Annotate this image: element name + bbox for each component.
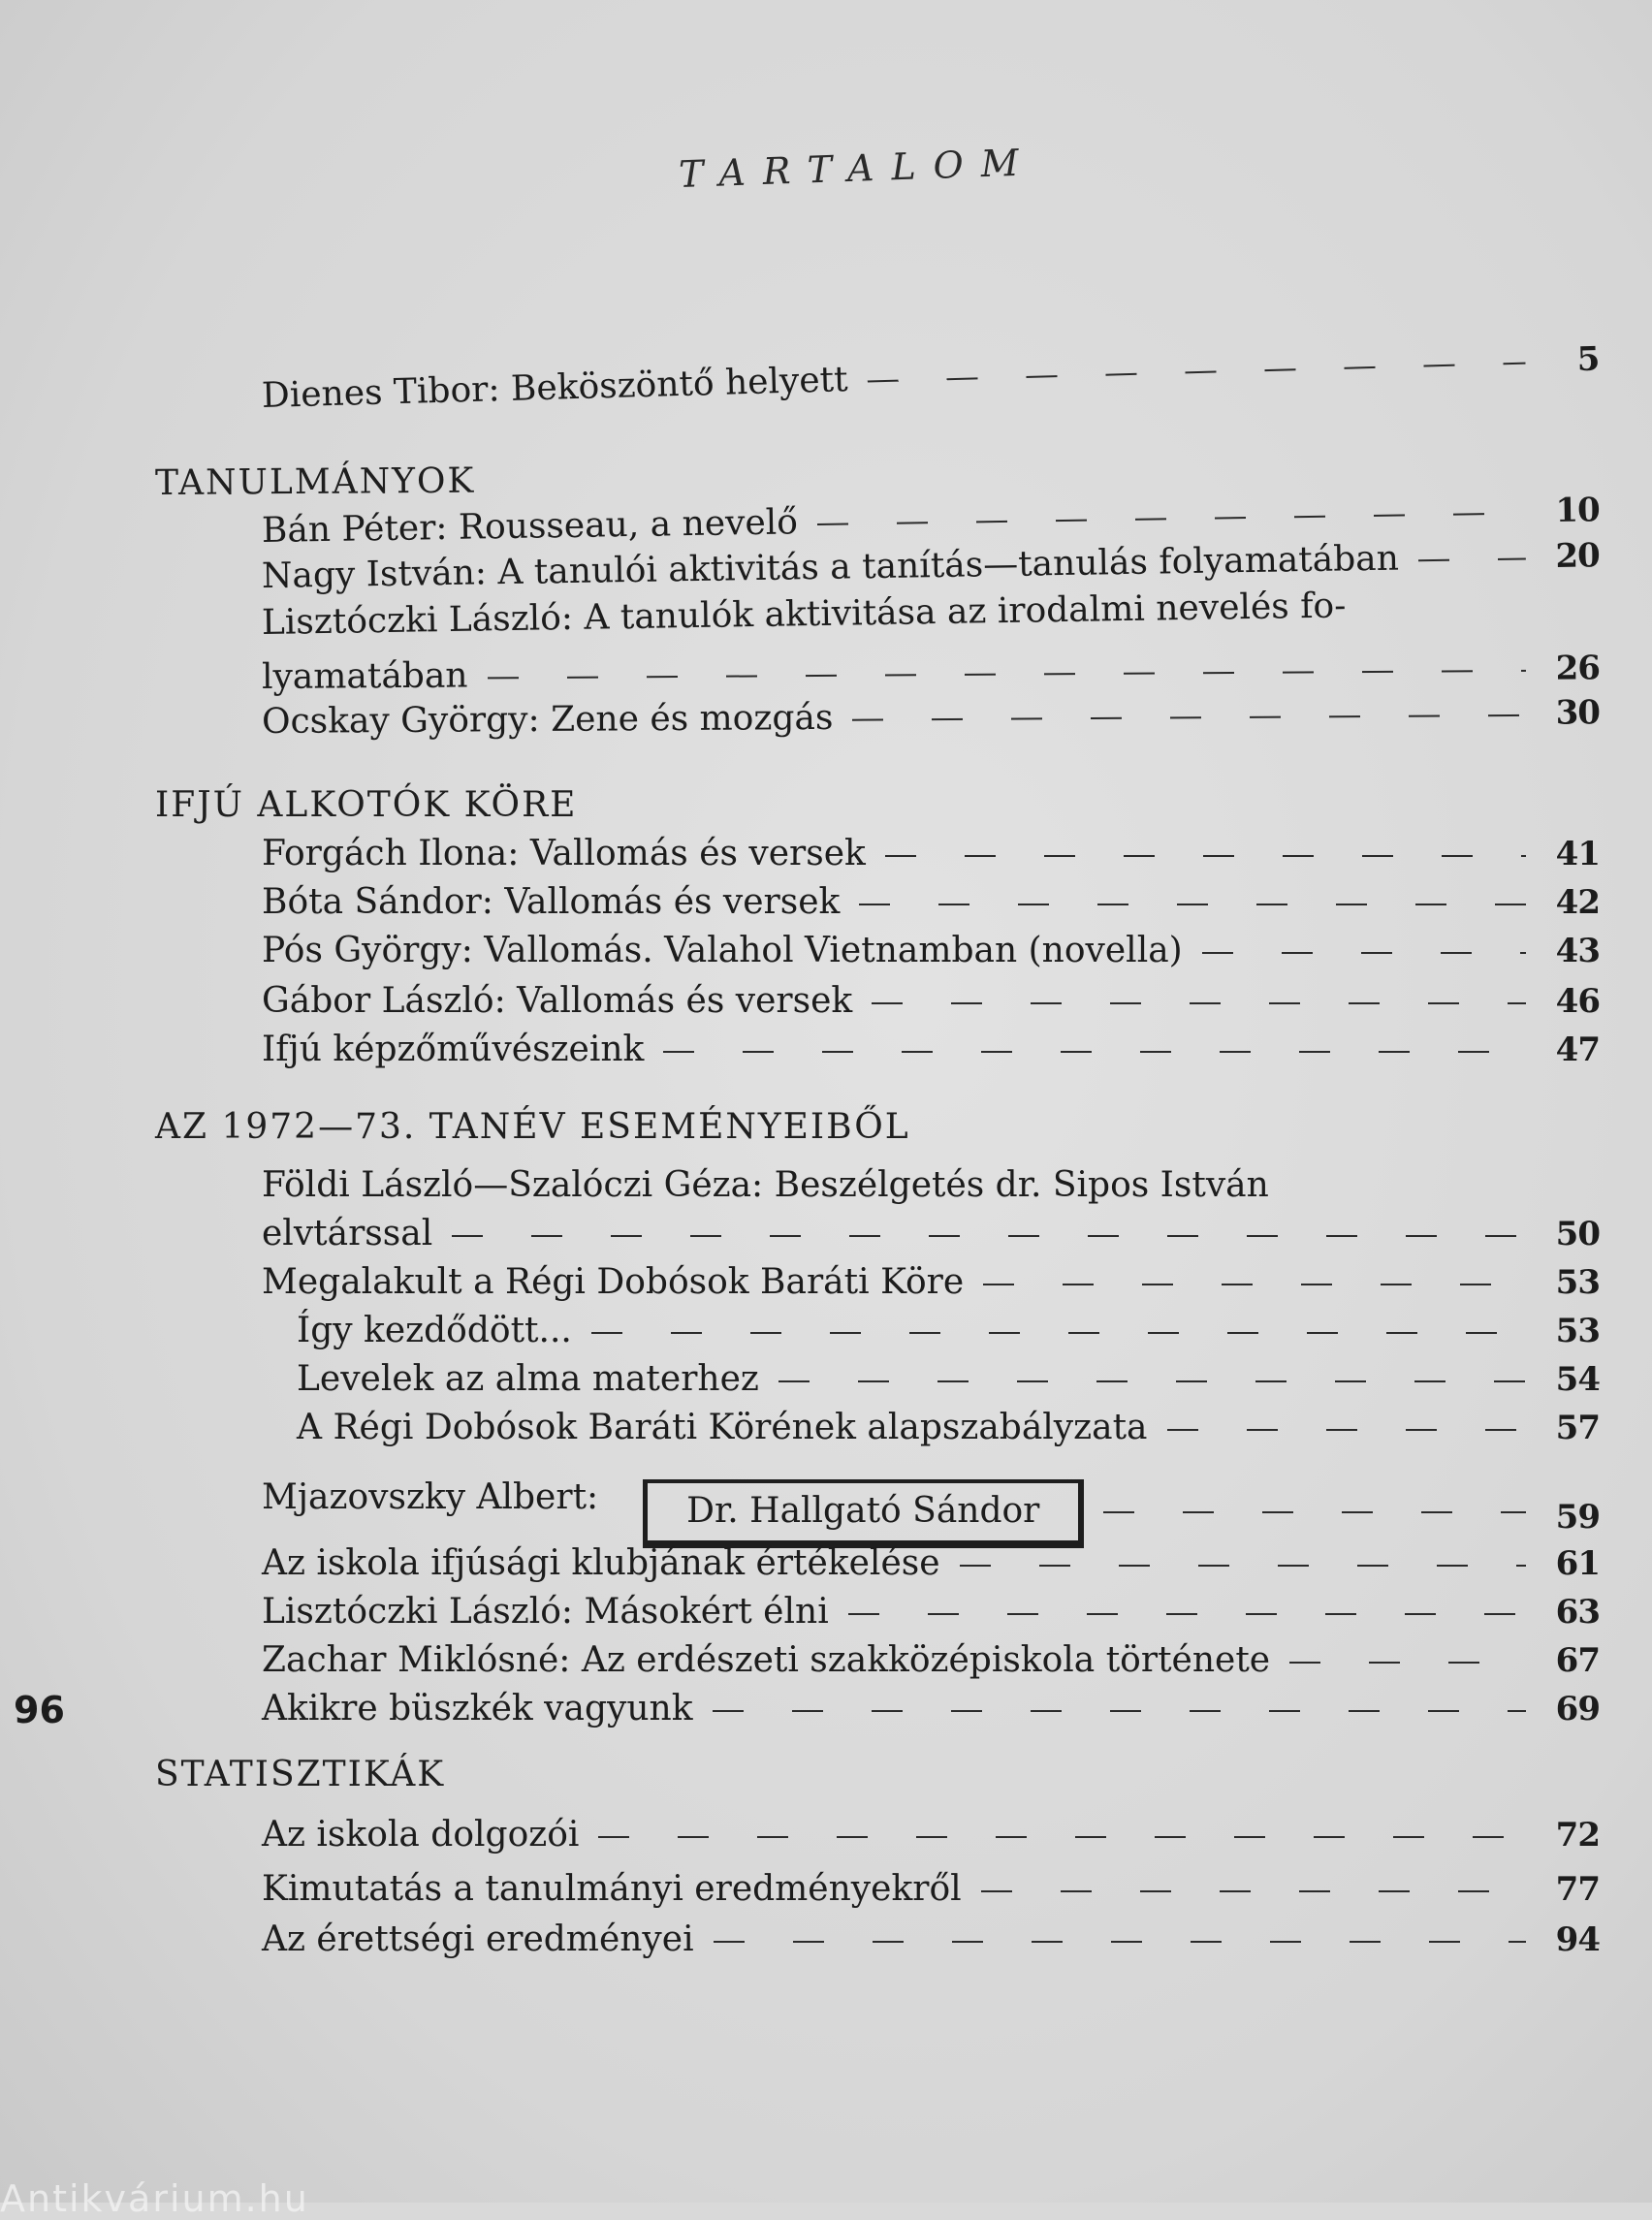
- page-number: 26: [1555, 649, 1601, 688]
- toc-entry: [262, 1919, 1600, 1964]
- entry-text: Pós György: Vallomás. Valahol Vietnamban (novella): [262, 931, 1183, 970]
- toc-entry: [262, 692, 1600, 746]
- leader-dashes: [852, 714, 1526, 721]
- toc-entry: [262, 1030, 1600, 1074]
- toc-entry: [262, 1689, 1600, 1733]
- entry-text: A Régi Dobósok Baráti Körének alapszabályzata: [297, 1408, 1148, 1447]
- page-number: 67: [1555, 1641, 1600, 1680]
- page-number: 94: [1555, 1920, 1600, 1959]
- toc-subentry: [297, 1408, 1600, 1452]
- toc-entry: [262, 1543, 1600, 1588]
- page-number: 72: [1555, 1816, 1600, 1855]
- page-number: 41: [1555, 835, 1600, 873]
- entry-text: Zachar Miklósné: Az erdészeti szakközépiskola története: [262, 1640, 1271, 1680]
- entry-text: Akikre büszkék vagyunk: [262, 1689, 693, 1728]
- entry-text: lyamatában: [261, 655, 468, 697]
- leader-dashes: [960, 1565, 1526, 1567]
- page-number: 59: [1555, 1498, 1600, 1537]
- toc-entry-intro: [261, 338, 1600, 421]
- leader-dashes: [981, 1890, 1526, 1892]
- watermark-text: Antikvárium.hu: [0, 2177, 309, 2220]
- entry-text: Bán Péter: Rousseau, a nevelő: [261, 502, 799, 551]
- leader-dashes: [1288, 1187, 1578, 1189]
- leader-dashes: [598, 1836, 1526, 1838]
- toc-entry: [262, 882, 1600, 927]
- leader-dashes: [663, 1051, 1526, 1053]
- entry-text: Ifjú képzőművészeink: [262, 1030, 645, 1069]
- leader-dashes: [872, 1002, 1526, 1004]
- toc-subentry: [297, 1359, 1600, 1404]
- entry-text: Forgách Ilona: Vallomás és versek: [262, 834, 866, 873]
- toc-entry: [262, 1262, 1600, 1307]
- toc-entry: [262, 1592, 1600, 1636]
- entry-text: Lisztóczki László: A tanulók aktivitása az irodalmi nevelés fo-: [261, 586, 1347, 643]
- page-number: 57: [1555, 1409, 1600, 1447]
- entry-text: Megalakult a Régi Dobósok Baráti Köre: [262, 1262, 965, 1302]
- pasted-name-box: Dr. Hallgató Sándor: [643, 1479, 1084, 1544]
- entry-text: Nagy István: A tanulói aktivitás a tanítás—tanulás folyamatában: [261, 538, 1400, 596]
- entry-text: Ocskay György: Zene és mozgás: [261, 697, 834, 742]
- page-number: 50: [1555, 1215, 1600, 1253]
- leader-dashes: [714, 1941, 1526, 1943]
- page-number: 53: [1555, 1312, 1600, 1350]
- section-heading-tanulmanyok: TANULMÁNYOK: [154, 460, 476, 503]
- leader-dashes: [1202, 952, 1526, 954]
- page-number: 54: [1555, 1360, 1600, 1399]
- leader-dashes: [591, 1332, 1526, 1334]
- page-number: 46: [1555, 982, 1600, 1021]
- page-number: 5: [1576, 339, 1600, 380]
- toc-entry-boxed: [262, 1466, 1600, 1537]
- leader-dashes: [817, 513, 1526, 525]
- page-number: 69: [1555, 1690, 1600, 1728]
- leader-dashes: [859, 904, 1526, 905]
- entry-text: Az iskola ifjúsági klubjának értékelése: [262, 1543, 940, 1583]
- leader-dashes: [1103, 1511, 1526, 1513]
- toc-entry: [262, 1815, 1600, 1859]
- entry-text: Az iskola dolgozói: [262, 1815, 580, 1855]
- page-number: 47: [1555, 1031, 1600, 1069]
- page-number: 77: [1555, 1870, 1600, 1909]
- page-number: 43: [1555, 932, 1600, 970]
- leader-dashes: [1289, 1662, 1526, 1664]
- toc-entry: [262, 981, 1600, 1026]
- entry-text: Bóta Sándor: Vallomás és versek: [262, 882, 841, 922]
- section-heading-tanev-esemenyei: AZ 1972—73. TANÉV ESEMÉNYEIBŐL: [155, 1107, 910, 1147]
- entry-text: Földi László—Szalóczi Géza: Beszélgetés dr. Sipos István: [262, 1165, 1269, 1205]
- leader-dashes: [1418, 558, 1526, 562]
- page-number: 53: [1555, 1263, 1600, 1302]
- entry-text: Levelek az alma materhez: [297, 1359, 759, 1399]
- page-title: TARTALOM: [678, 141, 1037, 197]
- toc-entry: [262, 931, 1600, 975]
- page-number: 63: [1555, 1593, 1600, 1632]
- entry-text: Gábor László: Vallomás és versek: [262, 981, 853, 1021]
- leader-dashes: [868, 363, 1526, 383]
- page-folio-number: 96: [14, 1689, 65, 1731]
- entry-text: Dienes Tibor: Beköszöntő helyett: [261, 360, 849, 416]
- section-heading-ifju-alkotok: IFJÚ ALKOTÓK KÖRE: [155, 785, 578, 825]
- leader-dashes: [1167, 1429, 1527, 1431]
- toc-entry: [262, 1869, 1600, 1914]
- leader-dashes: [885, 855, 1526, 857]
- page-number: 42: [1555, 883, 1600, 922]
- leader-dashes: [488, 670, 1526, 679]
- leader-dashes: [983, 1284, 1526, 1285]
- entry-text: Lisztóczki László: Másokért élni: [262, 1592, 829, 1632]
- section-heading-statisztikak: STATISZTIKÁK: [155, 1755, 446, 1794]
- leader-dashes: [848, 1613, 1526, 1615]
- leader-dashes: [1365, 604, 1578, 609]
- leader-dashes: [778, 1380, 1526, 1382]
- toc-entry-continuation: [262, 1214, 1600, 1258]
- toc-subentry: [297, 1311, 1600, 1355]
- entry-text: Mjazovszky Albert:: [262, 1477, 599, 1517]
- entry-text: Az érettségi eredményei: [262, 1919, 694, 1959]
- toc-entry: [262, 1165, 1600, 1210]
- page-number: 20: [1555, 536, 1601, 577]
- entry-text: elvtárssal: [262, 1214, 433, 1253]
- page-number: 61: [1555, 1544, 1600, 1583]
- entry-text: Így kezdődött...: [297, 1311, 572, 1350]
- entry-text: Kimutatás a tanulmányi eredményekről: [262, 1869, 962, 1909]
- leader-dashes: [713, 1710, 1526, 1712]
- page-number: 10: [1555, 491, 1601, 531]
- toc-entry: [262, 834, 1600, 878]
- page-number: 30: [1555, 693, 1601, 733]
- toc-entry: [262, 1640, 1600, 1685]
- leader-dashes: [452, 1235, 1526, 1237]
